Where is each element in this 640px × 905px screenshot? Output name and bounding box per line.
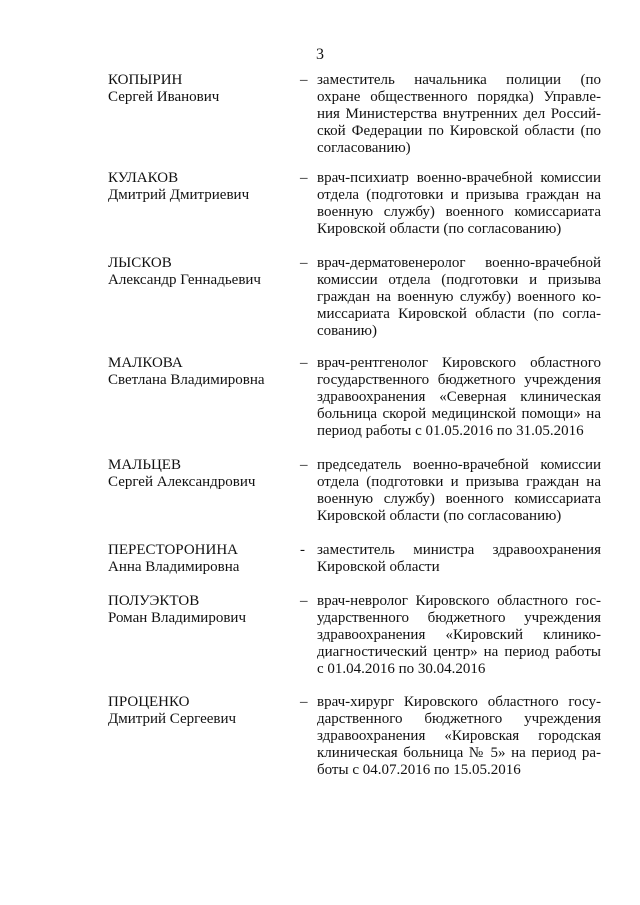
member-position	[317, 593, 601, 678]
member-given-name: Светлана Владимировна	[108, 372, 265, 388]
position-line: военную службу) военного комиссариата	[317, 204, 601, 220]
member-surname: ПРОЦЕНКО	[108, 694, 190, 710]
member-given-name: Сергей Иванович	[108, 89, 220, 105]
member-name	[108, 170, 298, 204]
member-name	[108, 255, 298, 289]
position-line: клиническая больница № 5» на период ра-	[317, 745, 601, 761]
position-line: военную службу) военного комиссариата	[317, 491, 601, 507]
position-line: здравоохранения «Северная клиническая	[317, 389, 601, 405]
position-line: здравоохранения «Кировский клинико-	[317, 627, 601, 643]
separator-dash: –	[300, 255, 308, 271]
position-line: врач-рентгенолог Кировского областного	[317, 355, 601, 371]
position-line: боты с 04.07.2016 по 15.05.2016	[317, 762, 521, 778]
position-line: миссариата Кировской области (по согла-	[317, 306, 601, 322]
member-name	[108, 355, 298, 389]
separator-dash: –	[300, 457, 308, 473]
member-name	[108, 72, 298, 106]
position-line: с 01.04.2016 по 30.04.2016	[317, 661, 486, 677]
member-surname: КОПЫРИН	[108, 72, 183, 88]
separator-dash: –	[300, 72, 308, 88]
member-position	[317, 170, 601, 238]
member-surname: ПОЛУЭКТОВ	[108, 593, 200, 609]
position-line: врач-невролог Кировского областного гос-	[317, 593, 601, 609]
member-given-name: Дмитрий Сергеевич	[108, 711, 237, 727]
separator-dash: -	[300, 542, 305, 558]
position-line: врач-хирург Кировского областного госу-	[317, 694, 601, 710]
position-line: государственного бюджетного учреждения	[317, 372, 601, 388]
position-line: председатель военно-врачебной комиссии	[317, 457, 601, 473]
position-line: сованию)	[317, 323, 377, 339]
position-line: врач-психиатр военно-врачебной комиссии	[317, 170, 601, 186]
member-name	[108, 593, 298, 627]
member-given-name: Сергей Александрович	[108, 474, 256, 490]
position-line: ния Министерства внутренних дел Россий-	[317, 106, 601, 122]
position-line: охране общественного порядка) Управле-	[317, 89, 601, 105]
member-surname: ПЕРЕСТОРОНИНА	[108, 542, 238, 558]
member-given-name: Роман Владимирович	[108, 610, 246, 626]
member-position	[317, 355, 601, 440]
member-position	[317, 255, 601, 340]
member-name	[108, 457, 298, 491]
member-surname: МАЛЬЦЕВ	[108, 457, 181, 473]
position-line: граждан на военную службу) военного ко-	[317, 289, 601, 305]
member-surname: ЛЫСКОВ	[108, 255, 172, 271]
member-position	[317, 72, 601, 157]
position-line: заместитель министра здравоохранения	[317, 542, 601, 558]
position-line: Кировской области	[317, 559, 440, 575]
member-position	[317, 694, 601, 779]
position-line: отдела (подготовки и призыва граждан на	[317, 187, 601, 203]
position-line: Кировской области (по согласованию)	[317, 221, 562, 237]
position-line: здравоохранения «Кировская городская	[317, 728, 601, 744]
member-given-name: Александр Геннадьевич	[108, 272, 261, 288]
page-number: 3	[316, 46, 324, 63]
member-position	[317, 457, 601, 525]
member-name	[108, 542, 298, 576]
position-line: Кировской области (по согласованию)	[317, 508, 562, 524]
position-line: ской Федерации по Кировской области (по	[317, 123, 601, 139]
position-line: согласованию)	[317, 140, 411, 156]
member-given-name: Анна Владимировна	[108, 559, 240, 575]
member-surname: КУЛАКОВ	[108, 170, 179, 186]
separator-dash: –	[300, 355, 308, 371]
separator-dash: –	[300, 170, 308, 186]
separator-dash: –	[300, 694, 308, 710]
member-given-name: Дмитрий Дмитриевич	[108, 187, 250, 203]
position-line: ударственного бюджетного учреждения	[317, 610, 601, 626]
position-line: период работы с 01.05.2016 по 31.05.2016	[317, 423, 584, 439]
position-line: комиссии отдела (подготовки и призыва	[317, 272, 601, 288]
position-line: заместитель начальника полиции (по	[317, 72, 601, 88]
position-line: дарственного бюджетного учреждения	[317, 711, 601, 727]
position-line: диагностический центр» на период работы	[317, 644, 601, 660]
position-line: врач-дерматовенеролог военно-врачебной	[317, 255, 601, 271]
separator-dash: –	[300, 593, 308, 609]
position-line: отдела (подготовки и призыва граждан на	[317, 474, 601, 490]
position-line: больница скорой медицинской помощи» на	[317, 406, 601, 422]
member-position	[317, 542, 601, 576]
member-surname: МАЛКОВА	[108, 355, 183, 371]
member-name	[108, 694, 298, 728]
